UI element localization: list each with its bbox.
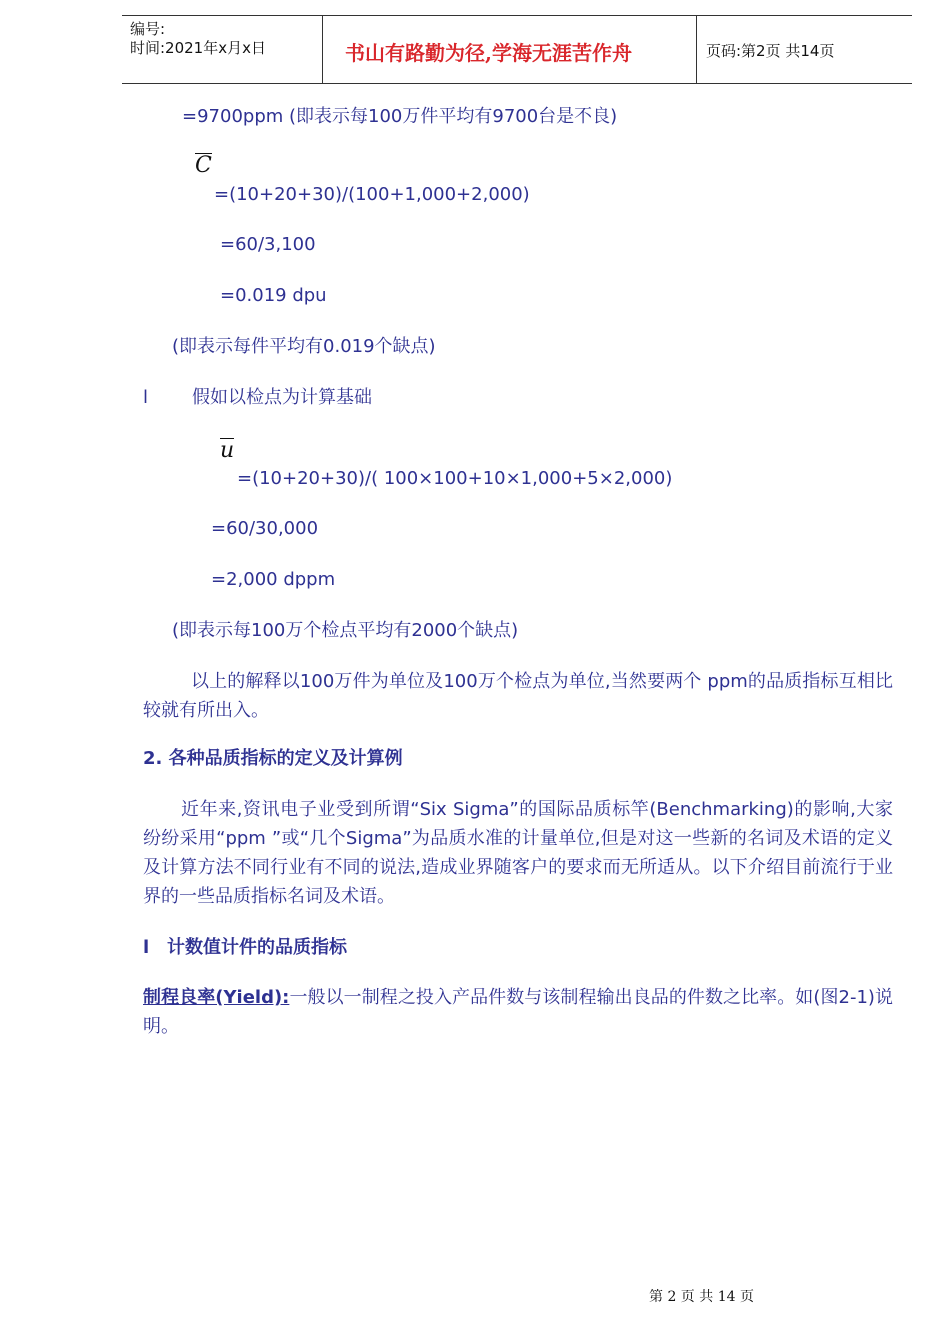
bullet-mark: l	[143, 387, 149, 408]
page-header	[122, 15, 912, 84]
section-heading-2: 2. 各种品质指标的定义及计算例	[143, 748, 403, 769]
paragraph-yield	[143, 983, 893, 1041]
c-note: (即表示每件平均有0.019个缺点)	[172, 336, 436, 357]
c-equation-2: =60/3,100	[220, 234, 316, 255]
u-equation-1: =(10+20+30)/( 100×100+10×1,000+5×2,000)	[237, 468, 673, 489]
u-note: (即表示每100万个检点平均有2000个缺点)	[172, 620, 519, 641]
c-equation-3: =0.019 dpu	[220, 285, 327, 306]
u-equation-2: =60/30,000	[211, 518, 319, 539]
u-bar-symbol: u	[220, 438, 235, 463]
number-label: 编号:	[130, 20, 166, 38]
paragraph-six-sigma: 近年来,资讯电子业受到所谓“Six Sigma”的国际品质标竿(Benchmarking)的影响,大家纷纷采用“ppm ”或“几个Sigma”为品质水准的计量单位,但是对这一些新的名词及术语的定义及计算方法不同行业有不同的说法,造成业界随客户的要求而无所适从。以下介绍目前流行于业界的一些品质指标名词及术语。	[143, 799, 893, 907]
yield-definition: 一般以一制程之投入产品件数与该制程输出良品的件数之比率。如(图2-1)说明。	[143, 987, 893, 1037]
header-motto: 书山有路勤为径,学海无涯苦作舟	[345, 41, 632, 65]
c-bar-symbol: C	[195, 153, 212, 178]
paragraph-explanation: 以上的解释以100万件为单位及100万个检点为单位,当然要两个 ppm的品质指标互相比较就有所出入。	[143, 671, 893, 721]
yield-term: 制程良率(Yield):	[143, 987, 290, 1008]
bullet-mark-2: l	[143, 937, 150, 958]
header-info-cell	[122, 16, 323, 83]
page-footer: 第 2 页 共 14 页	[649, 1289, 754, 1305]
bullet-text-attribute-indicators: 计数值计件的品质指标	[167, 937, 347, 958]
u-equation-3: =2,000 dppm	[211, 569, 336, 590]
header-motto-cell	[323, 16, 697, 83]
time-label: 时间:2021年x月x日	[130, 39, 266, 57]
bullet-text-inspection-basis: 假如以检点为计算基础	[192, 387, 372, 408]
c-equation-1: =(10+20+30)/(100+1,000+2,000)	[214, 184, 530, 205]
header-page-info: 页码:第2页 共14页	[706, 42, 835, 60]
ppm-line: =9700ppm (即表示每100万件平均有9700台是不良)	[182, 106, 618, 127]
